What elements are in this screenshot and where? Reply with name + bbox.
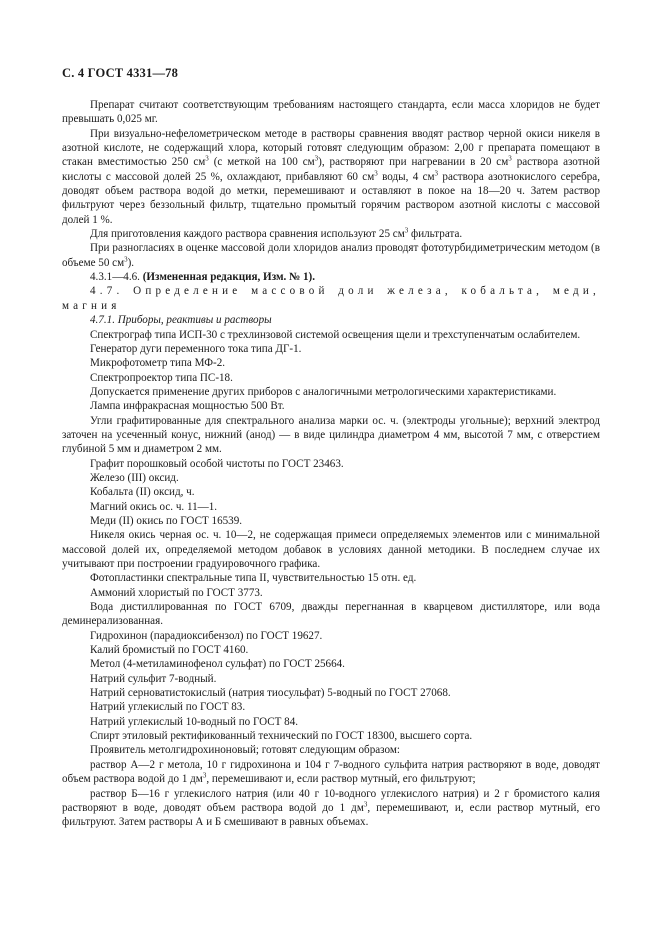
list-item-metol: Метол (4-метиламинофенол сульфат) по ГОСТ 25664. <box>90 658 345 671</box>
list-item-ethyl-alcohol: Спирт этиловый ректификованный технический по ГОСТ 18300, высшего сорта. <box>90 730 473 743</box>
list-item-microphotometer: Микрофотометр типа МФ-2. <box>90 357 226 370</box>
list-item-distilled-water: Вода дистиллированная по ГОСТ 6709, дважды перегнанная в кварцевом дистилляторе, или вода деминерализованная. <box>62 601 600 628</box>
paragraph-other-instruments: Допускается применение других приборов с аналогичными метрологическими характеристиками. <box>90 385 557 398</box>
paragraph-developer-intro: Проявитель метолгидрохиноновый; готовят следующим образом: <box>90 744 400 757</box>
amendment-label: (Измененная редакция, Изм. № 1). <box>142 271 316 284</box>
paragraph-amendment-note: 4.3.1—4.6. (Измененная редакция, Изм. № 1). <box>90 271 316 284</box>
paragraph-chloride-requirement: Препарат считают соответствующим требованиям настоящего стандарта, если масса хлоридов не будет превышать 0,025 мг. <box>62 99 600 126</box>
list-item-copper-oxide: Меди (II) окись по ГОСТ 16539. <box>90 514 243 527</box>
list-item-sodium-carbonate: Натрий углекислый по ГОСТ 83. <box>90 701 246 714</box>
page-label: С. 4 ГОСТ 4331—78 <box>62 66 179 80</box>
list-item-hydroquinone: Гидрохинон (парадиоксибензол) по ГОСТ 19627. <box>90 629 323 642</box>
list-item-spectrograph: Спектрограф типа ИСП-30 с трехлинзовой системой освещения щели и трехступенчатым ослабителем. <box>90 328 581 341</box>
subsection-heading-4-7-1: 4.7.1. Приборы, реактивы и растворы <box>90 314 272 327</box>
paragraph-disagreement-method: При разногласиях в оценке массовой доли хлоридов анализ проводят фототурбидиметрическим методом (в объеме 50 $см^3$). <box>62 242 600 269</box>
list-item-photoplates: Фотопластинки спектральные типа II, чувствительностью 15 отн. ед. <box>90 572 417 585</box>
page-header <box>62 66 178 81</box>
list-item-potassium-bromide: Калий бромистый по ГОСТ 4160. <box>90 644 249 657</box>
paragraph-solution-a: раствор А—2 г метола, 10 г гидрохинона и 104 г 7-водного сульфита натрия растворяют в воде, доводят объем раствора водой до 1 $дм^3$, перемешивают и, если раствор мутный, его фильтруют; <box>62 758 600 786</box>
section-heading-4-7: 4.7. Определение массовой доли железа, кобальта, меди, магния <box>62 285 600 312</box>
paragraph-solution-b: раствор Б—16 г углекислого натрия (или 40 г 10-водного углекислого натрия) и 2 г бромистого калия растворяют в воде, доводят объем раствора водой до 1 $дм^3$, перемешивают, и, если раствор мутный, его фильтруют. Затем растворы А и Б смешивают в равных объемах. <box>62 787 600 829</box>
list-item-graphite-electrodes: Угли графитированные для спектрального анализа марки ос. ч. (электроды угольные); верхний электрод заточен на усеченный конус, нижний (анод) — в виде цилиндра диаметром 4 мм, высотой 7 мм, с отверстием глубиной 5 мм и диаметром 2 мм. <box>62 414 600 456</box>
list-item-sodium-carbonate-decahydrate: Натрий углекислый 10-водный по ГОСТ 84. <box>90 715 299 728</box>
list-item-cobalt-oxide: Кобальта (II) оксид, ч. <box>90 486 195 499</box>
list-item-graphite-powder: Графит порошковый особой чистоты по ГОСТ 23463. <box>90 457 344 470</box>
list-item-ammonium-chloride: Аммоний хлористый по ГОСТ 3773. <box>90 586 263 599</box>
list-item-magnesium-oxide: Магний окись ос. ч. 11—1. <box>90 500 218 513</box>
list-item-sodium-sulfite: Натрий сульфит 7-водный. <box>90 672 217 685</box>
list-item-sodium-thiosulfate: Натрий серноватистокислый (натрия тиосульфат) 5-водный по ГОСТ 27068. <box>90 687 451 700</box>
list-item-iron-oxide: Железо (III) оксид. <box>90 471 179 484</box>
list-item-nickel-oxide: Никеля окись черная ос. ч. 10—2, не содержащая примеси определяемых элементов или с минимальной массовой долей их, определяемой методом добавок в условиях данной методики. В последнем случае их учитывают при построении градуировочного графика. <box>62 529 600 570</box>
paragraph-filtrate-volume: Для приготовления каждого раствора сравнения используют 25 $см^3$ фильтрата. <box>90 226 463 241</box>
paragraph-nickel-solution-prep: При визуально-нефелометрическом методе в растворы сравнения вводят раствор черной окиси никеля в азотной кислоте, не содержащий хлора, который готовят следующим образом: 2,00 г препарата помещают в стакан вместимостью 250 $см^3$ (с меткой на 100 $см^3$), растворяют при нагревании в 20 $см^3$ раствора азотной кислоты с массовой долей 25 %, охлаждают, прибавляют 60 $см^3$ воды, 4 $см^3$ раствора азотнокислого серебра, доводят объем раствора водой до метки, перемешивают и оставляют в покое на 18—20 ч. Затем раствор фильтруют через беззольный фильтр, тщательно промытый горячим раствором азотной кислоты с массовой долей 1 %. <box>62 127 600 226</box>
list-item-arc-generator: Генератор дуги переменного тока типа ДГ-1. <box>90 342 302 355</box>
list-item-infrared-lamp: Лампа инфракрасная мощностью 500 Вт. <box>90 400 285 413</box>
document-body <box>62 98 600 830</box>
list-item-spectroprojector: Спектропроектор типа ПС-18. <box>90 371 233 384</box>
